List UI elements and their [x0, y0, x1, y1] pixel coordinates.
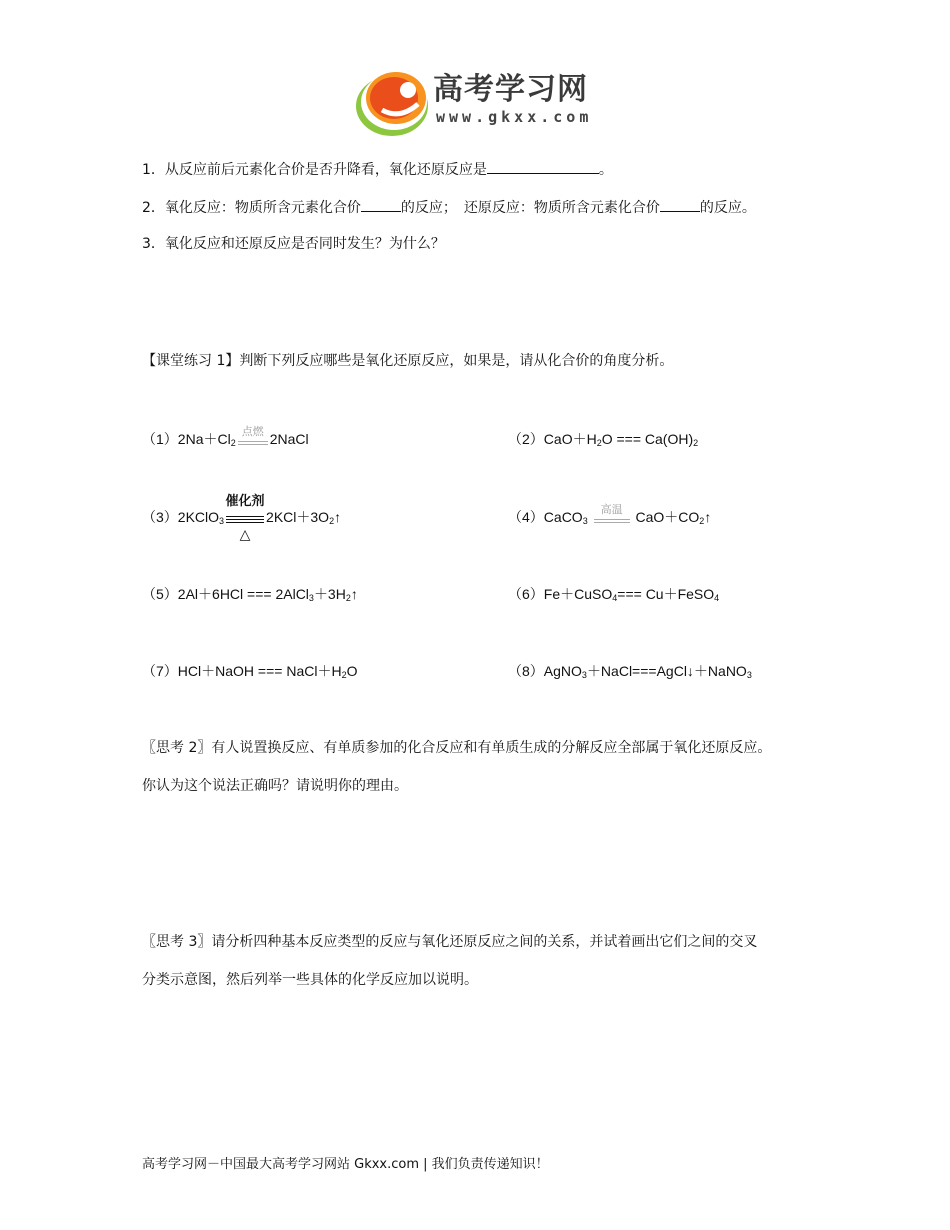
reaction-text: O === Ca(OH): [601, 431, 694, 447]
question-2-text-b: 的反应； 还原反应：物质所含元素化合价: [400, 200, 660, 216]
reaction-text: 2NaCl: [269, 431, 309, 447]
subscript: 3: [308, 593, 314, 603]
reaction-5: [142, 584, 358, 608]
condition-line: [226, 522, 264, 523]
condition-label: 催化剂: [225, 493, 265, 509]
reaction-3: [142, 493, 342, 543]
reaction-text: ＋NaCl===AgCl↓＋NaNO: [586, 663, 747, 679]
reaction-number: （7）: [142, 663, 178, 679]
think-2-line-1: 〖思考 2〗有人说置换反应、有单质参加的化合反应和有单质生成的分解反应全部属于氧化还原反应。: [142, 740, 772, 756]
exercise-title: 【课堂练习 1】判断下列反应哪些是氧化还原反应，如果是，请从化合价的角度分析。: [142, 353, 674, 369]
logo-name: 高考学习网: [433, 72, 588, 107]
reaction-text: O: [346, 663, 358, 679]
subscript: 3: [219, 516, 225, 526]
subscript: 3: [746, 670, 752, 680]
reaction-number: （8）: [508, 663, 544, 679]
think-3-line-1: 〖思考 3〗请分析四种基本反应类型的反应与氧化还原反应之间的关系，并试着画出它们之间的交叉: [142, 934, 758, 950]
reaction-number: （3）: [142, 509, 178, 525]
reaction-text: ＋3H: [313, 586, 346, 602]
question-1-text: 1．从反应前后元素化合价是否升降看，氧化还原反应是: [142, 162, 487, 178]
subscript: 2: [596, 438, 602, 448]
reaction-6: [508, 584, 719, 608]
reaction-text: === Cu＋FeSO: [617, 586, 715, 602]
subscript: 2: [693, 438, 699, 448]
subscript: 3: [582, 516, 588, 526]
subscript: 2: [345, 593, 351, 603]
answer-blank[interactable]: [487, 158, 599, 174]
answer-blank[interactable]: [660, 196, 700, 212]
question-2-text-c: 的反应。: [699, 200, 756, 216]
condition-line: [594, 522, 630, 523]
reaction-text: HCl＋NaOH === NaCl＋H: [177, 663, 342, 679]
reaction-number: （5）: [142, 586, 178, 602]
subscript: 2: [329, 516, 335, 526]
reaction-text: CaO＋H: [543, 431, 597, 447]
reaction-text: 2KCl＋3O: [266, 509, 330, 525]
condition-line: [238, 444, 268, 445]
answer-blank[interactable]: [361, 196, 401, 212]
reaction-4: [508, 503, 712, 531]
reaction-8: [508, 661, 752, 685]
question-2: [142, 196, 756, 218]
reaction-condition: [592, 503, 632, 526]
think-2-line-2: 你认为这个说法正确吗？请说明你的理由。: [142, 778, 408, 794]
reaction-1: [142, 425, 309, 453]
subscript: 2: [230, 438, 236, 448]
reaction-text: 2Al＋6HCl === 2AlCl: [177, 586, 309, 602]
condition-line: [226, 516, 264, 517]
reaction-text: 2Na＋Cl: [177, 431, 231, 447]
reaction-number: （6）: [508, 586, 544, 602]
logo-url: www.gkxx.com: [436, 108, 593, 126]
reaction-text: CaO＋CO: [635, 509, 700, 525]
condition-line: [238, 441, 268, 442]
condition-label: 点燃: [241, 425, 264, 439]
reaction-number: （2）: [508, 431, 544, 447]
reaction-text: Fe＋CuSO: [543, 586, 613, 602]
condition-label: 高温: [600, 503, 623, 517]
reaction-number: （1）: [142, 431, 178, 447]
question-1-end: 。: [598, 162, 613, 178]
subscript: 4: [714, 593, 720, 603]
question-2-text-a: 2．氧化反应：物质所含元素化合价: [142, 200, 361, 216]
subscript: 3: [581, 670, 587, 680]
think-3-line-2: 分类示意图，然后列举一些具体的化学反应加以说明。: [142, 972, 478, 988]
subscript: 2: [341, 670, 347, 680]
page-footer: 高考学习网－中国最大高考学习网站 Gkxx.com | 我们负责传递知识！: [142, 1157, 549, 1172]
gas-arrow: ↑: [350, 586, 358, 602]
heat-symbol: △: [239, 526, 251, 543]
condition-line: [594, 519, 630, 520]
reaction-2: [508, 429, 698, 453]
reaction-number: （4）: [508, 509, 544, 525]
subscript: 4: [612, 593, 618, 603]
reaction-text: AgNO: [543, 663, 582, 679]
condition-line: [226, 519, 264, 520]
reaction-text: CaCO: [543, 509, 583, 525]
subscript: 2: [699, 516, 705, 526]
question-1: [142, 158, 613, 180]
reaction-text: 2KClO: [177, 509, 220, 525]
gas-arrow: ↑: [704, 509, 712, 525]
logo-swirl-icon: [352, 60, 442, 140]
gas-arrow: ↑: [334, 509, 342, 525]
reaction-condition: [236, 425, 270, 448]
reaction-7: [142, 661, 357, 685]
reaction-condition: [224, 493, 266, 543]
question-3: 3．氧化反应和还原反应是否同时发生？为什么？: [142, 236, 445, 252]
